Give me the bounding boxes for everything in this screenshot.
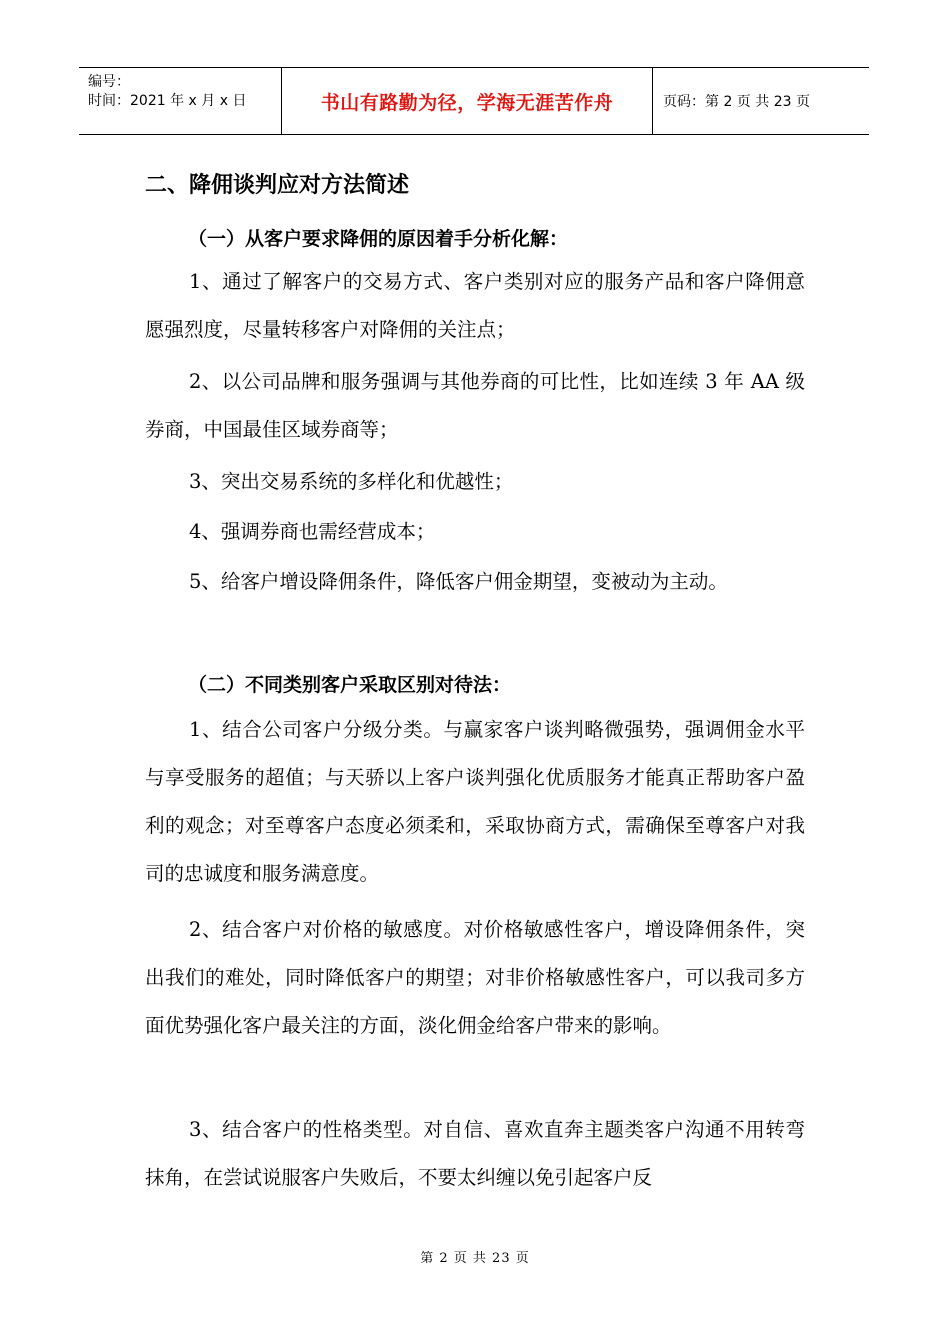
part1-heading: （一）从客户要求降佣的原因着手分析化解： bbox=[188, 228, 569, 250]
part1-item-2: 2、以公司品牌和服务强调与其他券商的可比性，比如连续 3 年 AA 级券商，中国最佳区域券商等； bbox=[145, 370, 805, 441]
page-footer: 第 2 页 共 23 页 bbox=[420, 1251, 530, 1266]
time-label: 时间：2021 年 x 月 x 日 bbox=[88, 93, 247, 109]
part2-item-1: 1、结合公司客户分级分类。与赢家客户谈判略微强势，强调佣金水平与享受服务的超值；与天骄以上客户谈判强化优质服务才能真正帮助客户盈利的观念；对至尊客户态度必须柔和，采取协商方式，需确保至尊客户对我司的忠诚度和服务满意度。 bbox=[145, 718, 805, 885]
part2-heading: （二）不同类别客户采取区别对待法： bbox=[188, 674, 512, 696]
section-title: 二、降佣谈判应对方法简述 bbox=[145, 173, 410, 198]
part1-item-5: 5、给客户增设降佣条件，降低客户佣金期望，变被动为主动。 bbox=[189, 570, 728, 593]
header-slogan-cell bbox=[281, 68, 653, 134]
part1-item-4: 4、强调券商也需经营成本； bbox=[189, 520, 436, 543]
part2-item-2: 2、结合客户对价格的敏感度。对价格敏感性客户，增设降佣条件，突出我们的难处，同时降低客户的期望；对非价格敏感性客户，可以我司多方面优势强化客户最关注的方面，淡化佣金给客户带来的影响。 bbox=[145, 918, 805, 1037]
number-label: 编号： bbox=[88, 74, 130, 90]
part1-item-1: 1、通过了解客户的交易方式、客户类别对应的服务产品和客户降佣意愿强烈度，尽量转移客户对降佣的关注点； bbox=[145, 270, 805, 341]
header-table bbox=[79, 67, 869, 135]
header-page-info: 页码：第 2 页 共 23 页 bbox=[663, 94, 810, 110]
part2-item-3: 3、结合客户的性格类型。对自信、喜欢直奔主题类客户沟通不用转弯抹角，在尝试说服客户失败后，不要太纠缠以免引起客户反 bbox=[145, 1118, 805, 1189]
part1-item-3: 3、突出交易系统的多样化和优越性； bbox=[189, 470, 514, 493]
header-meta bbox=[79, 68, 281, 134]
header-slogan: 书山有路勤为径，学海无涯苦作舟 bbox=[320, 91, 614, 114]
